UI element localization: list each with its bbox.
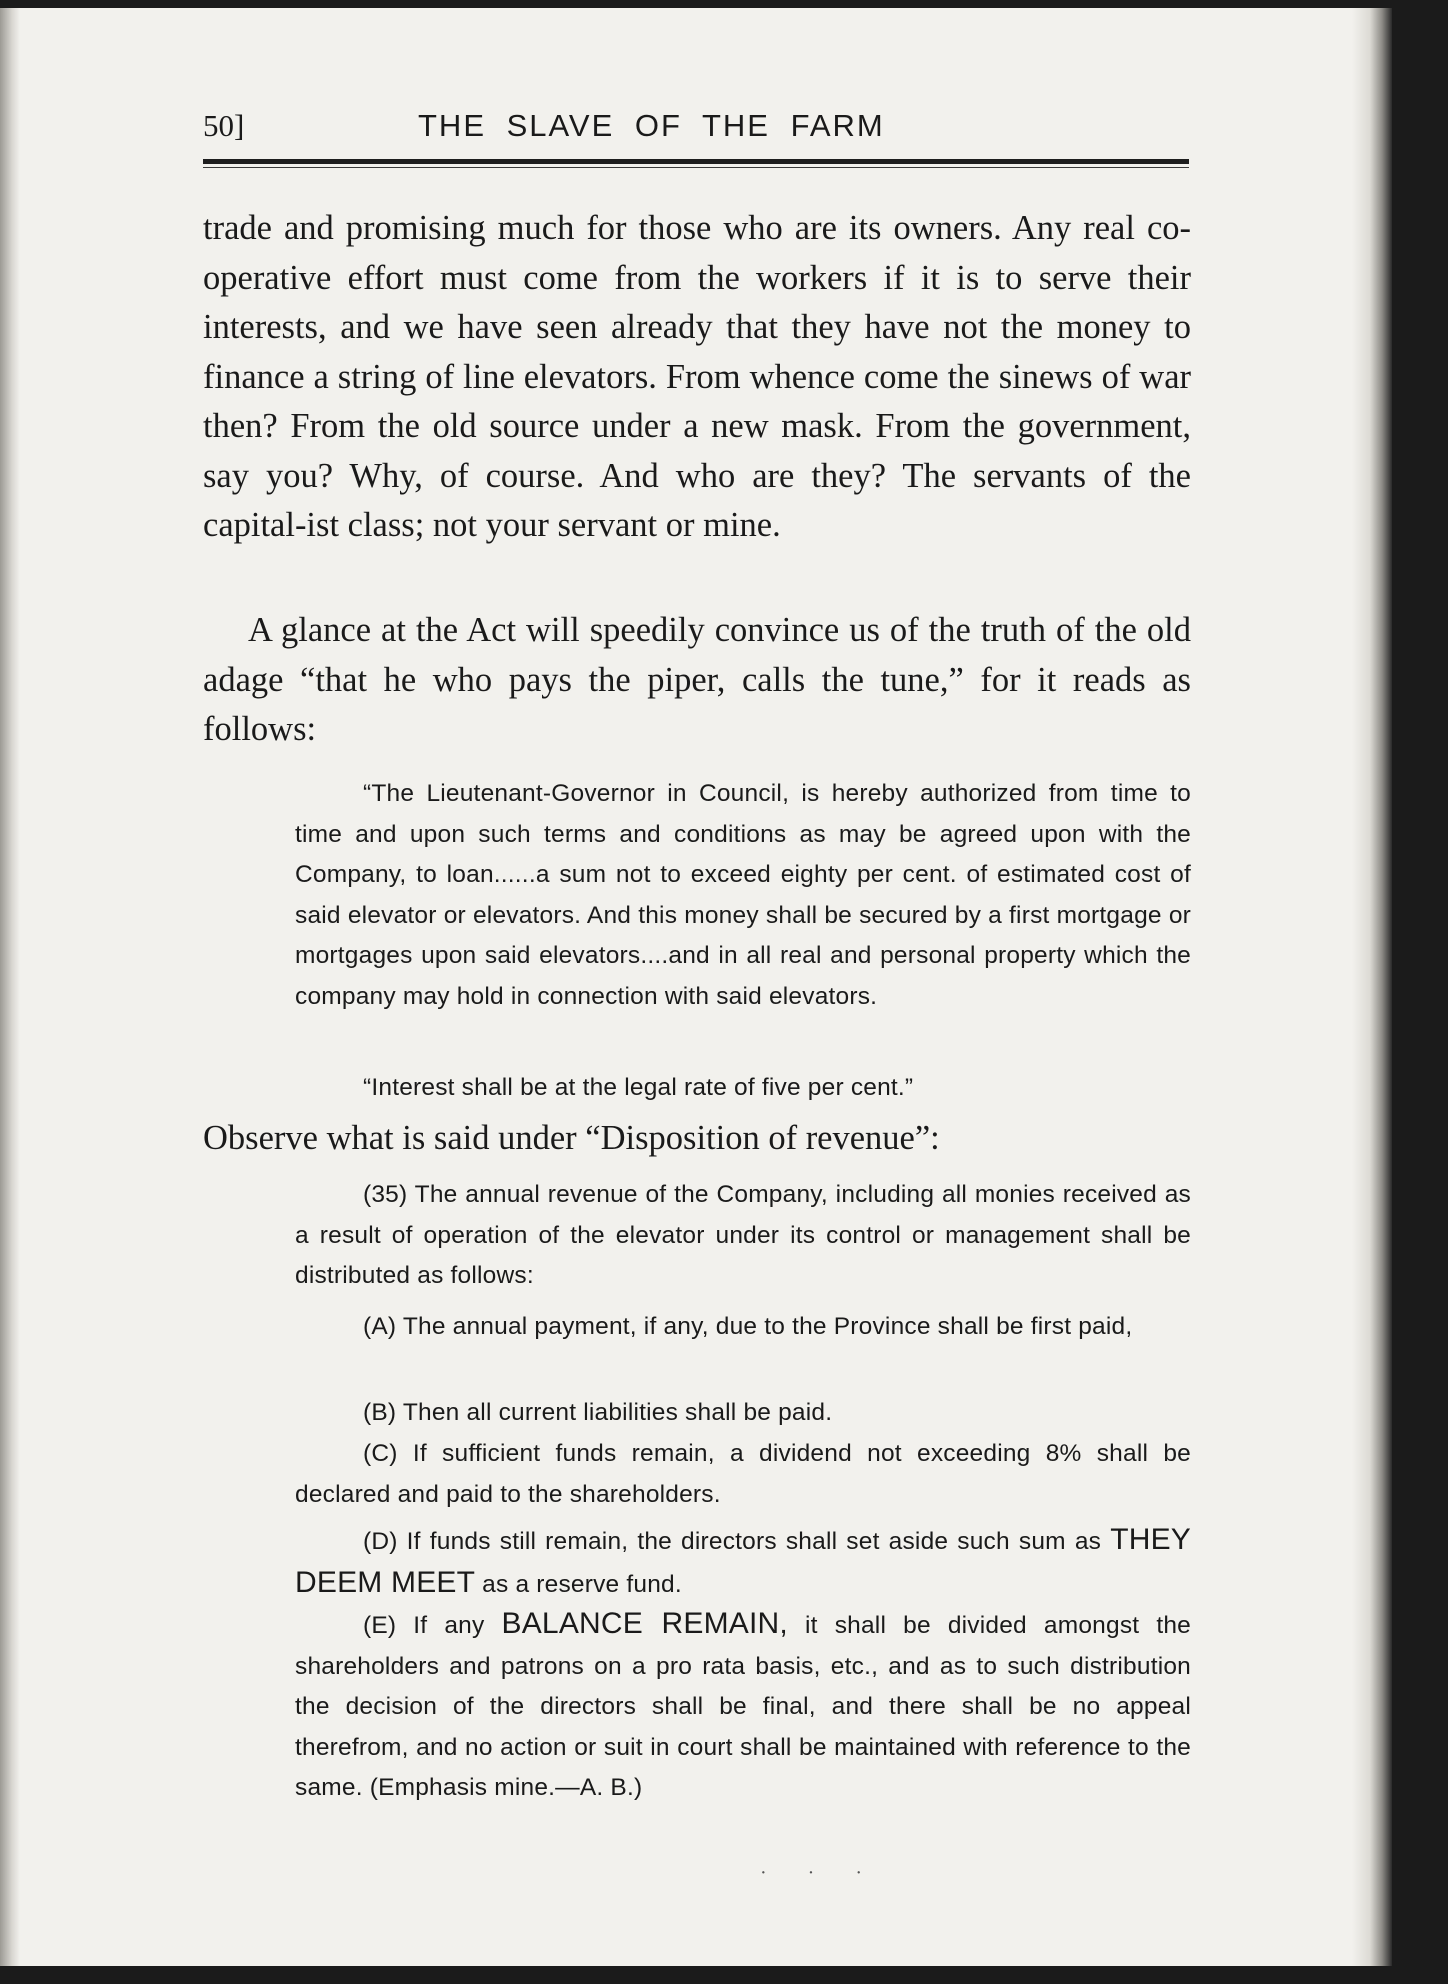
clause-e-suffix: it shall be divided amongst the shareholders and patrons on a pro rata basis, etc., and as to such distribution the decision of the directors shall be final, and there shall be no appeal therefrom, and no action or suit in court shall be maintained with reference to the same. (Emphasis mine.—A. B.) (295, 1612, 1191, 1801)
header-rule-thin (203, 167, 1189, 168)
paragraph-2: A glance at the Act will speedily convince us of the truth of the old adage “that he who pays the piper, calls the tune,” for it reads as follows: (203, 611, 1191, 748)
clause-e-prefix: (E) If any (363, 1612, 485, 1639)
page-number: 50] (203, 108, 245, 143)
running-title: THE SLAVE OF THE FARM (418, 108, 885, 143)
clause-d (295, 1520, 1191, 1605)
clause-b: (B) Then all current liabilities shall be paid. (363, 1399, 833, 1426)
observe-line: Observe what is said under “Disposition of revenue”: (203, 1119, 940, 1157)
scan-bottom-border (0, 1966, 1448, 1984)
clause-d-prefix: (D) If funds still remain, the directors shall set aside such sum as (363, 1528, 1102, 1555)
clause-e-emphasis: BALANCE REMAIN, (501, 1607, 788, 1640)
act-quote-loan: “The Lieutenant-Governor in Council, is hereby authorized from time to time and upon such terms and conditions as may be agreed upon with the Company, to loan......a sum not to exceed eighty per cent. of estimated cost of said elevator or elevators. And this money shall be secured by a first mortgage or mortgages upon said elevators....and in all real and personal property which the company may hold in connection with said elevators. (295, 780, 1191, 1010)
clause-a: (A) The annual payment, if any, due to the Province shall be first paid, (363, 1313, 1133, 1340)
clause-e (295, 1604, 1191, 1809)
clause-c: (C) If sufficient funds remain, a dividend not exceeding 8% shall be declared and paid to the shareholders. (295, 1440, 1191, 1508)
page-binding-edge (0, 8, 20, 1966)
print-specks: · · · (760, 1862, 880, 1884)
page-right-edge (1352, 8, 1392, 1966)
page-header (203, 104, 1189, 148)
clause-d-emphasis: THEY DEEM MEET (295, 1523, 1191, 1599)
clause-35: (35) The annual revenue of the Company, including all monies received as a result of operation of the elevator under its control or management shall be distributed as follows: (295, 1181, 1191, 1289)
act-quote-interest: “Interest shall be at the legal rate of five per cent.” (363, 1074, 914, 1101)
paragraph-1: trade and promising much for those who are its owners. Any real co-operative effort must come from the workers if it is to serve their interests, and we have seen already that they have not the money to finance a string of line elevators. From whence come the sinews of war then? From the old source under a new mask. From the government, say you? Why, of course. And who are they? The servants of the capital-ist class; not your servant or mine. (203, 209, 1191, 544)
clause-d-suffix: as a reserve fund. (482, 1570, 682, 1598)
header-rule (203, 159, 1189, 164)
